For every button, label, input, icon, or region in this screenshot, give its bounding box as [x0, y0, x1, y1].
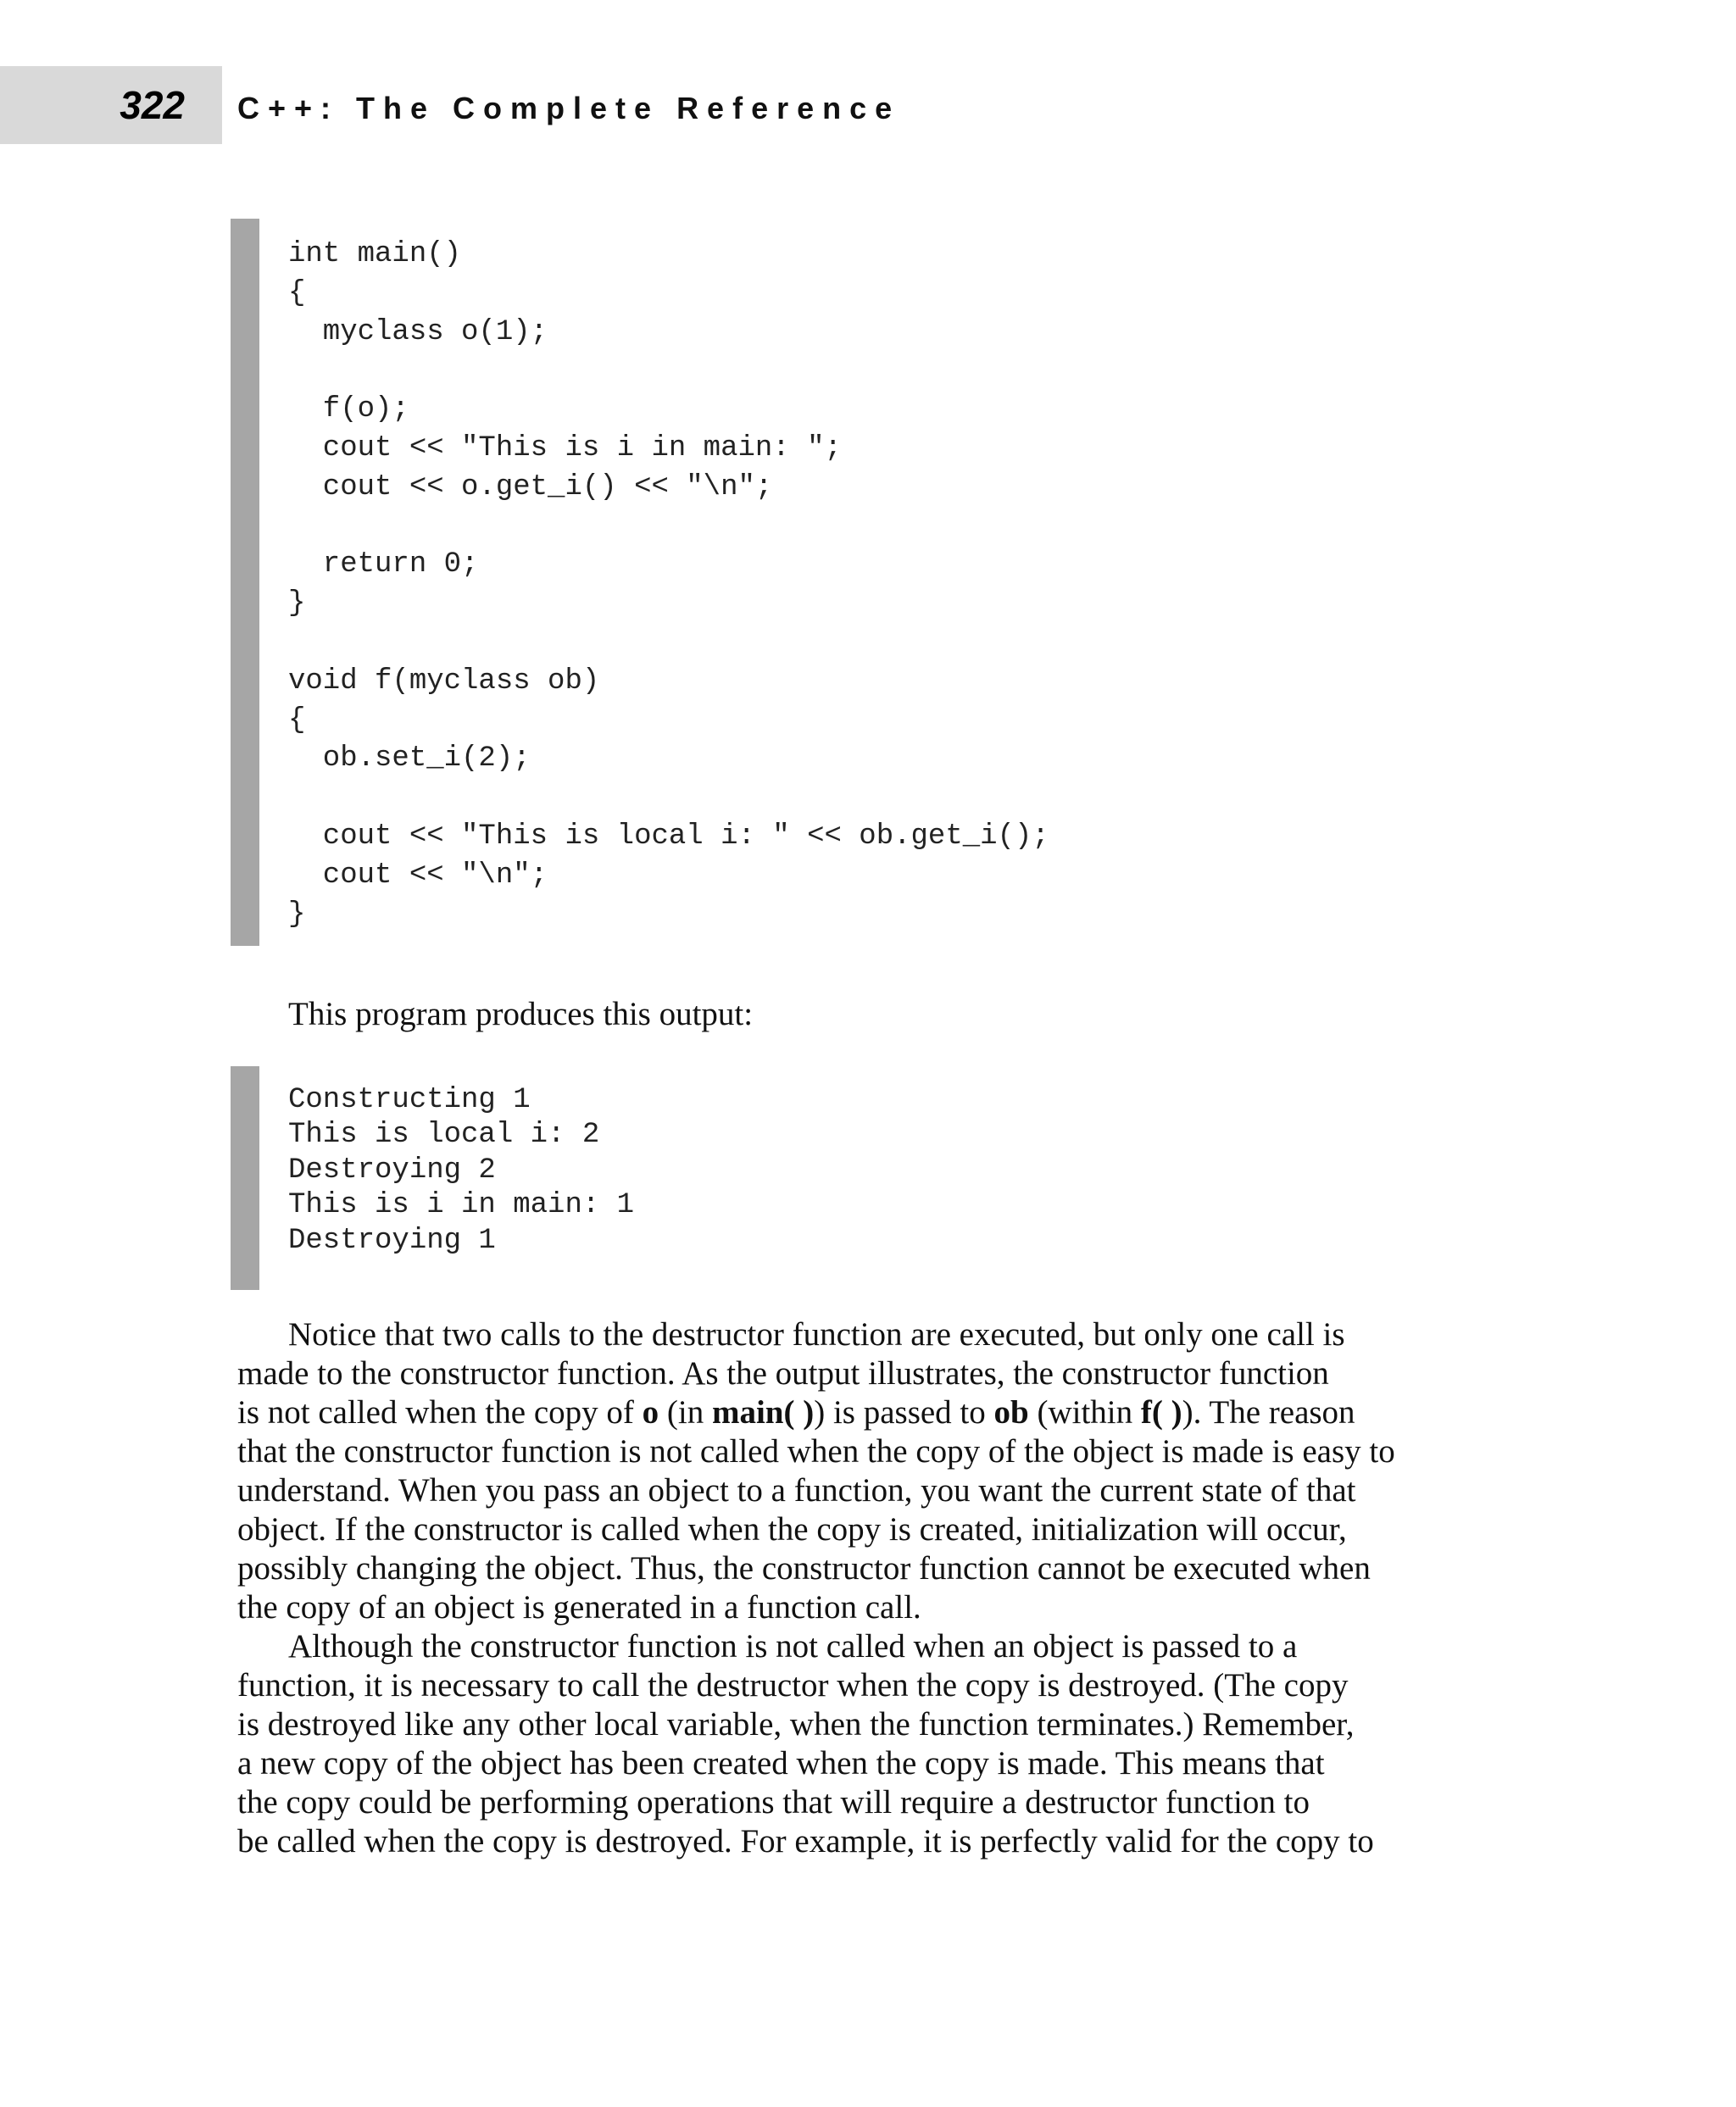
paragraph-2-line: function, it is necessary to call the destructor when the copy is destroyed. (The copy [237, 1667, 1349, 1704]
code-line: } [288, 587, 306, 620]
paragraph-2-line: a new copy of the object has been created when the copy is made. This means that [237, 1745, 1325, 1782]
code-term-f: f( ) [1140, 1394, 1182, 1431]
paragraph-1-line: Notice that two calls to the destructor function are executed, but only one call is [288, 1316, 1345, 1353]
code-listing-text [288, 236, 1049, 934]
output-line: This is local i: 2 [288, 1119, 600, 1152]
paragraph-1-line: made to the constructor function. As the output illustrates, the constructor function [237, 1355, 1329, 1392]
code-line: return 0; [288, 548, 479, 581]
code-line: int main() [288, 238, 462, 270]
paragraph-1-line: that the constructor function is not called when the copy of the object is made is easy to [237, 1433, 1395, 1470]
text-run: ). The reason [1182, 1394, 1355, 1431]
paragraph-1-line: understand. When you pass an object to a function, you want the current state of that [237, 1472, 1356, 1509]
paragraph-2-line: be called when the copy is destroyed. For example, it is perfectly valid for the copy to [237, 1823, 1374, 1860]
code-term-ob: ob [993, 1394, 1029, 1431]
code-line: myclass o(1); [288, 315, 548, 348]
output-line: Destroying 2 [288, 1154, 496, 1187]
paragraph-1-line: object. If the constructor is called when the copy is created, initialization will occur, [237, 1511, 1347, 1548]
paragraph-1-line: possibly changing the object. Thus, the constructor function cannot be executed when [237, 1550, 1371, 1587]
paragraph-2-line: Although the constructor function is not called when an object is passed to a [288, 1628, 1298, 1665]
output-line: Destroying 1 [288, 1224, 496, 1257]
output-line: Constructing 1 [288, 1084, 531, 1116]
output-line: This is i in main: 1 [288, 1189, 635, 1222]
code-line: ob.set_i(2); [288, 742, 531, 776]
program-output-text [288, 1083, 634, 1259]
code-listing-bar [231, 219, 259, 946]
paragraph-1-line: the copy of an object is generated in a function call. [237, 1589, 921, 1626]
code-line: cout << o.get_i() << "\n"; [288, 470, 773, 503]
paragraph-2-line: is destroyed like any other local variable, when the function terminates.) Remember, [237, 1706, 1355, 1743]
code-line: f(o); [288, 393, 409, 426]
code-line: cout << "\n"; [288, 859, 548, 892]
code-line: { [288, 276, 306, 309]
code-listing [231, 219, 1502, 946]
program-output-bar [231, 1066, 259, 1290]
body-text [237, 1315, 1395, 1861]
code-term-main: main( ) [711, 1394, 815, 1431]
program-output-listing [231, 1066, 1502, 1290]
code-term-o: o [642, 1394, 659, 1431]
page-number-box [0, 66, 222, 144]
page-number: 322 [120, 83, 185, 127]
text-run: is not called when the copy of [237, 1394, 643, 1431]
text-run: ) is passed to [814, 1394, 994, 1431]
output-intro: This program produces this output: [288, 996, 754, 1032]
paragraph-2-line: the copy could be performing operations that will require a destructor function to [237, 1784, 1310, 1821]
text-run: (within [1028, 1394, 1141, 1431]
code-line: void f(myclass ob) [288, 664, 600, 698]
paragraph-1-line [237, 1393, 1395, 1432]
code-line: } [288, 898, 306, 931]
code-line: cout << "This is i in main: "; [288, 431, 842, 464]
code-line: cout << "This is local i: " << ob.get_i(); [288, 820, 1049, 853]
text-run: (in [659, 1394, 712, 1431]
running-title: C++: The Complete Reference [237, 91, 901, 125]
code-line: { [288, 703, 306, 737]
